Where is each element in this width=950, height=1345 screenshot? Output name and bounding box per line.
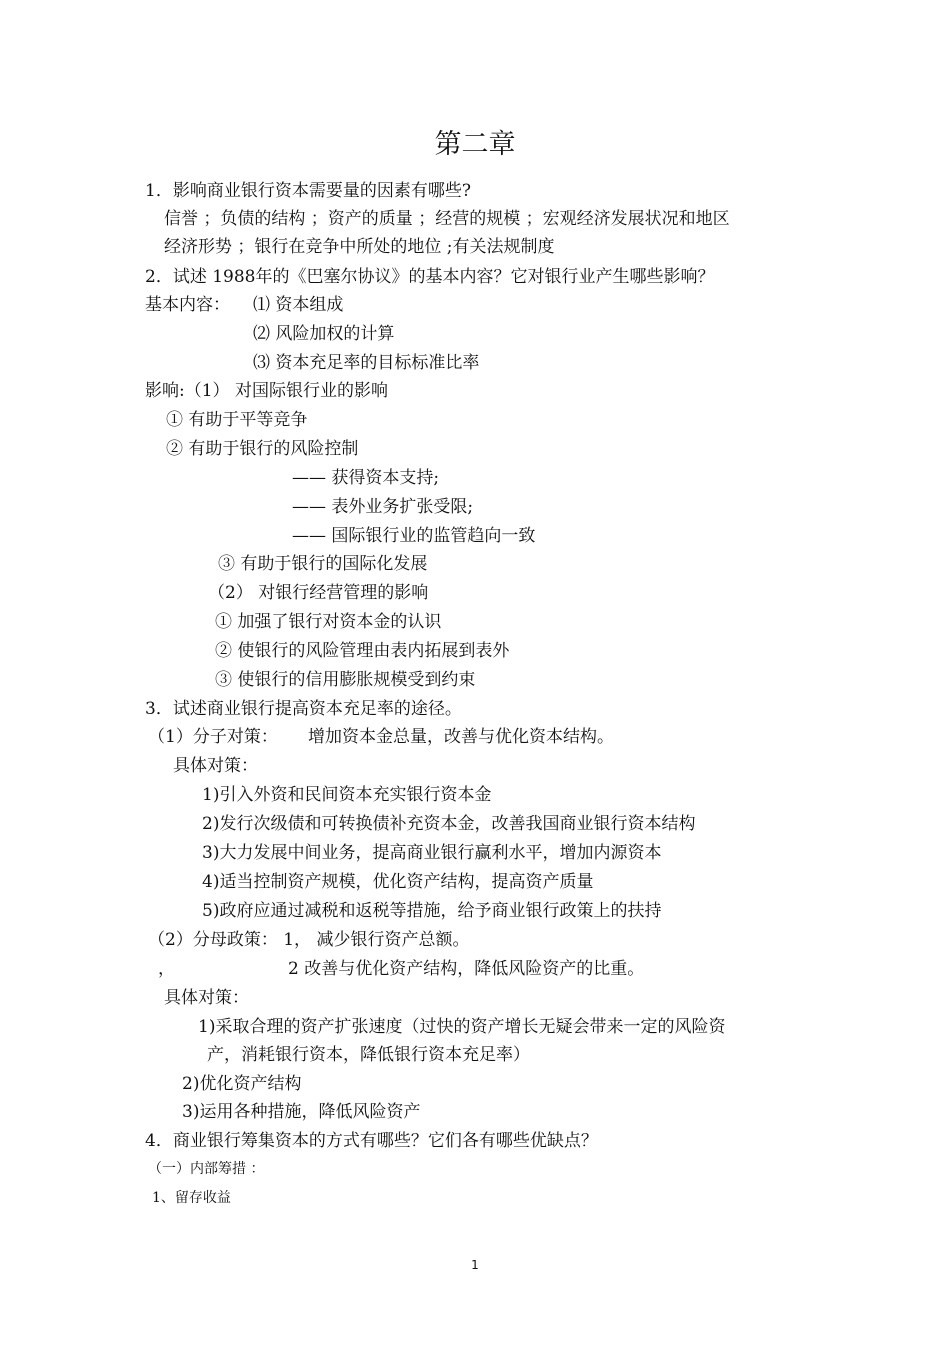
- stray-comma: ，: [158, 959, 175, 979]
- list-item: ② 有助于银行的风险控制: [166, 439, 359, 459]
- list-item: 3)运用各种措施，降低风险资产: [182, 1102, 421, 1122]
- question-2: 2．试述 1988年的《巴塞尔协议》的基本内容？它对银行业产生哪些影响？: [145, 267, 715, 287]
- list-item-continuation: 产，消耗银行资本，降低银行资本充足率）: [207, 1045, 530, 1065]
- section-label: 影响:（1） 对国际银行业的影响: [145, 381, 388, 401]
- list-item: 1、留存收益: [152, 1190, 231, 1206]
- list-item: 1)引入外资和民间资本充实银行资本金: [202, 785, 492, 805]
- list-item: ② 使银行的风险管理由表内拓展到表外: [215, 641, 510, 661]
- list-item: ⑶ 资本充足率的目标标准比率: [253, 353, 480, 373]
- section-label: （一）内部筹措 ：: [148, 1161, 265, 1177]
- answer-line: 经济形势 ；银行在竞争中所处的地位 ;有关法规制度: [164, 237, 555, 257]
- chapter-title: 第二章: [434, 129, 516, 160]
- sub-list-item: —— 获得资本支持;: [292, 468, 440, 488]
- section-label: （2）分母政策： 1， 减少银行资产总额。: [148, 930, 470, 950]
- list-item: ③ 有助于银行的国际化发展: [218, 554, 428, 574]
- list-item: ⑵ 风险加权的计算: [253, 324, 395, 344]
- list-item: 5)政府应通过减税和返税等措施，给予商业银行政策上的扶持: [202, 901, 662, 921]
- list-item: 3)大力发展中间业务，提高商业银行赢利水平，增加内源资本: [202, 843, 662, 863]
- list-item: ① 加强了银行对资本金的认识: [215, 612, 442, 632]
- list-item: 4)适当控制资产规模，优化资产结构，提高资产质量: [202, 872, 594, 892]
- page-number: 1: [471, 1258, 479, 1272]
- list-item: 1)采取合理的资产扩张速度（过快的资产增长无疑会带来一定的风险资: [198, 1017, 726, 1037]
- sub-list-item: —— 表外业务扩张受限;: [292, 497, 474, 517]
- list-item: 2)发行次级债和可转换债补充资本金，改善我国商业银行资本结构: [202, 814, 696, 834]
- section-label: （2） 对银行经营管理的影响: [208, 583, 429, 603]
- answer-line: 信誉 ；负债的结构 ；资产的质量 ；经营的规模 ；宏观经济发展状况和地区: [164, 209, 730, 229]
- list-item: 2)优化资产结构: [182, 1074, 302, 1094]
- section-label: 基本内容：: [145, 295, 230, 315]
- answer-line: 增加资本金总量，改善与优化资本结构。: [308, 727, 614, 747]
- answer-line: 2 改善与优化资产结构，降低风险资产的比重。: [288, 959, 645, 979]
- list-item: ⑴ 资本组成: [253, 295, 344, 315]
- section-label: （1）分子对策：: [148, 727, 278, 747]
- question-3: 3．试述商业银行提高资本充足率的途径。: [145, 699, 462, 719]
- question-4: 4．商业银行筹集资本的方式有哪些？它们各有哪些优缺点？: [145, 1131, 598, 1151]
- list-item: ① 有助于平等竞争: [166, 410, 308, 430]
- question-1: 1．影响商业银行资本需要量的因素有哪些?: [145, 181, 471, 201]
- section-label: 具体对策：: [173, 756, 258, 776]
- section-label: 具体对策：: [164, 988, 249, 1008]
- list-item: ③ 使银行的信用膨胀规模受到约束: [215, 670, 476, 690]
- sub-list-item: —— 国际银行业的监管趋向一致: [292, 526, 536, 546]
